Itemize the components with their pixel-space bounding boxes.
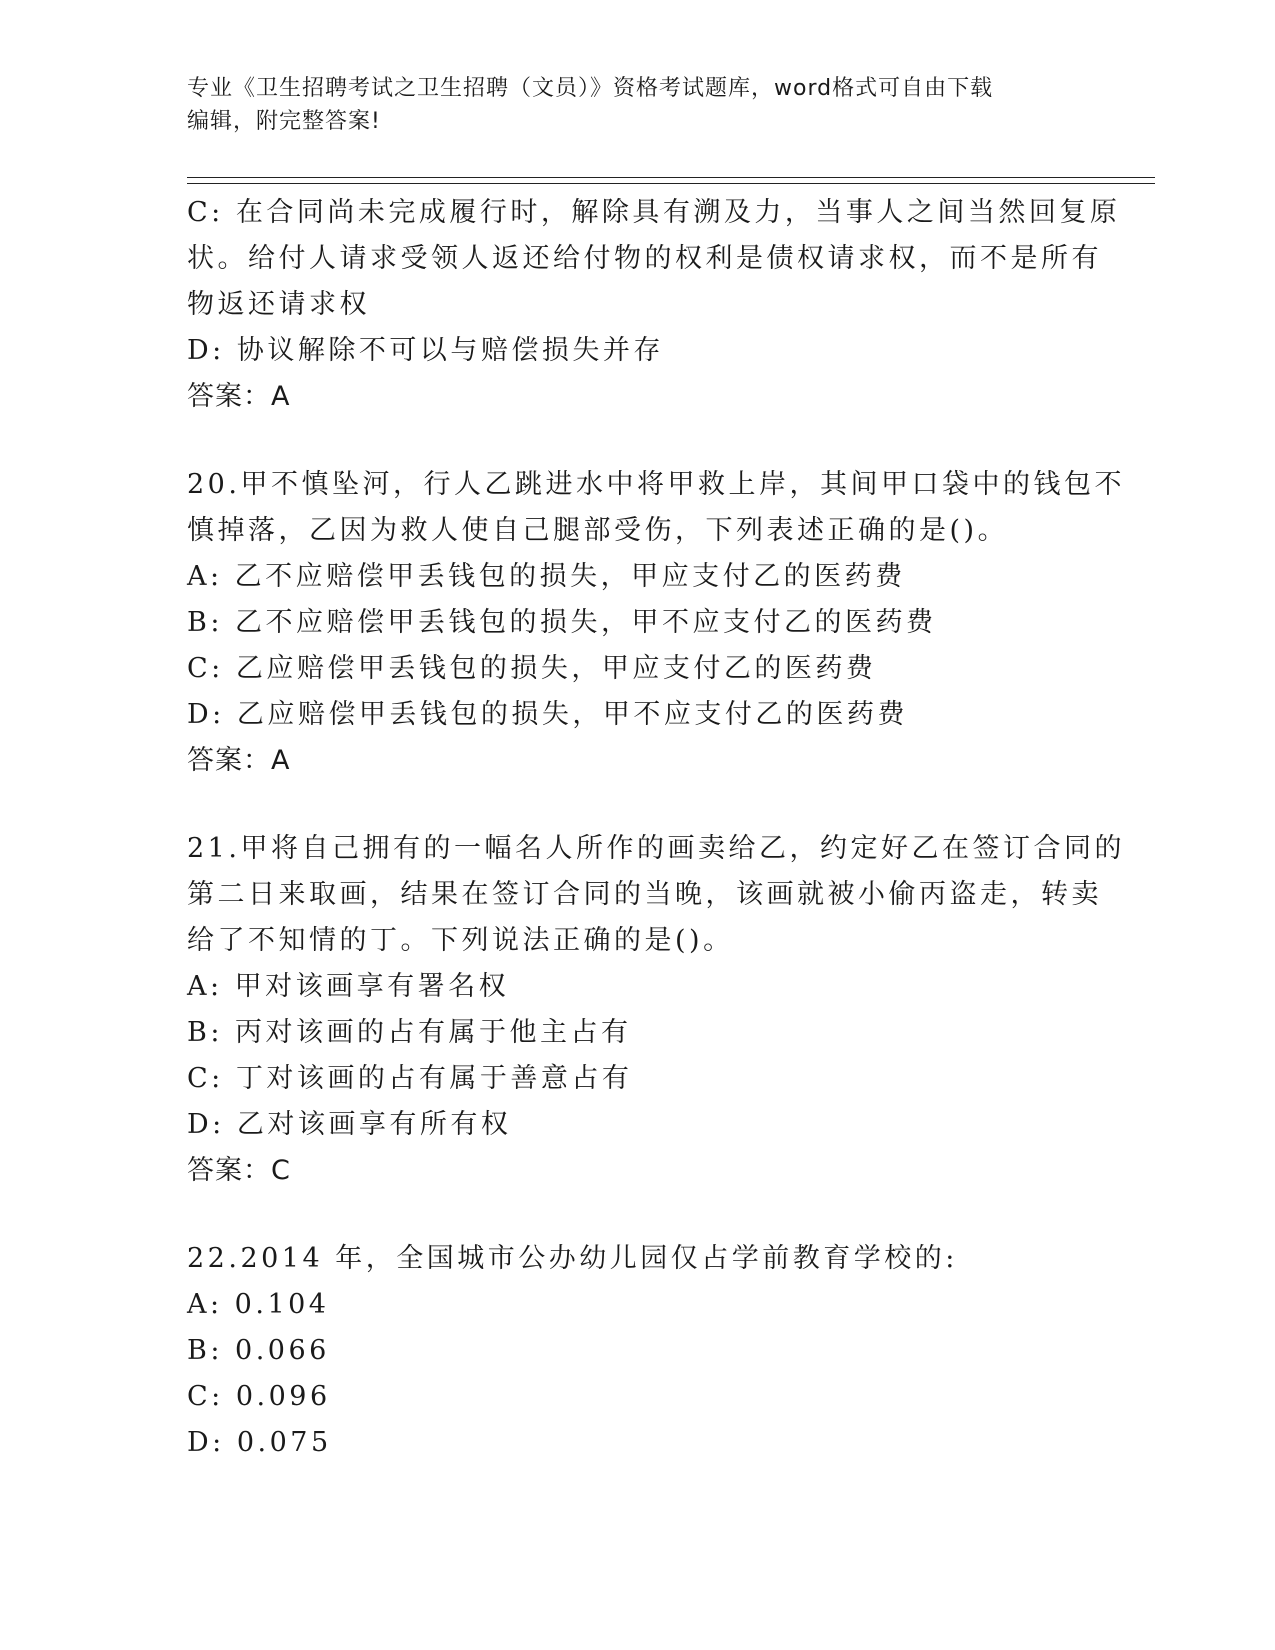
question-stem-line: 慎掉落，乙因为救人使自己腿部受伤，下列表述正确的是()。 — [187, 515, 1009, 546]
option-d: D: 0.075 — [187, 1427, 332, 1458]
option-b: B: 乙不应赔偿甲丢钱包的损失，甲不应支付乙的医药费 — [187, 607, 937, 638]
option-c: C: 丁对该画的占有属于善意占有 — [187, 1063, 633, 1094]
question-stem-line: 第二日来取画，结果在签订合同的当晚，该画就被小偷丙盗走，转卖 — [187, 879, 1102, 910]
option-c: C: 乙应赔偿甲丢钱包的损失，甲应支付乙的医药费 — [187, 653, 877, 684]
option-b: B: 丙对该画的占有属于他主占有 — [187, 1017, 632, 1048]
previous-question — [187, 190, 1121, 420]
header-line-2: 编辑，附完整答案! — [187, 109, 381, 134]
answer-line: 答案：A — [187, 381, 291, 412]
option-c-line: C: 在合同尚未完成履行时，解除具有溯及力，当事人之间当然回复原 — [187, 197, 1121, 228]
answer-line: 答案：A — [187, 745, 291, 776]
header-divider-bottom — [187, 183, 1155, 184]
option-d: D: 乙对该画享有所有权 — [187, 1109, 512, 1140]
option-b: B: 0.066 — [187, 1335, 330, 1366]
option-d: D: 乙应赔偿甲丢钱包的损失，甲不应支付乙的医药费 — [187, 699, 908, 730]
option-c-line: 物返还请求权 — [187, 289, 370, 320]
option-a: A: 甲对该画享有署名权 — [187, 971, 510, 1002]
option-a: A: 乙不应赔偿甲丢钱包的损失，甲应支付乙的医药费 — [187, 561, 906, 592]
document-header — [187, 72, 1087, 138]
question-stem-line: 22.2014 年，全国城市公办幼儿园仅占学前教育学校的: — [187, 1243, 958, 1274]
question-21 — [187, 826, 1125, 1194]
header-line-1: 专业《卫生招聘考试之卫生招聘（文员）》资格考试题库，word格式可自由下载 — [187, 76, 994, 101]
option-d: D: 协议解除不可以与赔偿损失并存 — [187, 335, 664, 366]
question-list — [187, 190, 1125, 1466]
answer-line: 答案：C — [187, 1155, 291, 1186]
question-stem-line: 20.甲不慎坠河，行人乙跳进水中将甲救上岸，其间甲口袋中的钱包不 — [187, 469, 1125, 500]
option-c-line: 状。给付人请求受领人返还给付物的权利是债权请求权，而不是所有 — [187, 243, 1102, 274]
option-c: C: 0.096 — [187, 1381, 331, 1412]
question-20 — [187, 462, 1125, 784]
option-a: A: 0.104 — [187, 1289, 330, 1320]
question-stem-line: 21.甲将自己拥有的一幅名人所作的画卖给乙，约定好乙在签订合同的 — [187, 833, 1125, 864]
question-stem-line: 给了不知情的丁。下列说法正确的是()。 — [187, 925, 734, 956]
question-22 — [187, 1236, 1077, 1466]
header-divider-top — [187, 177, 1155, 178]
